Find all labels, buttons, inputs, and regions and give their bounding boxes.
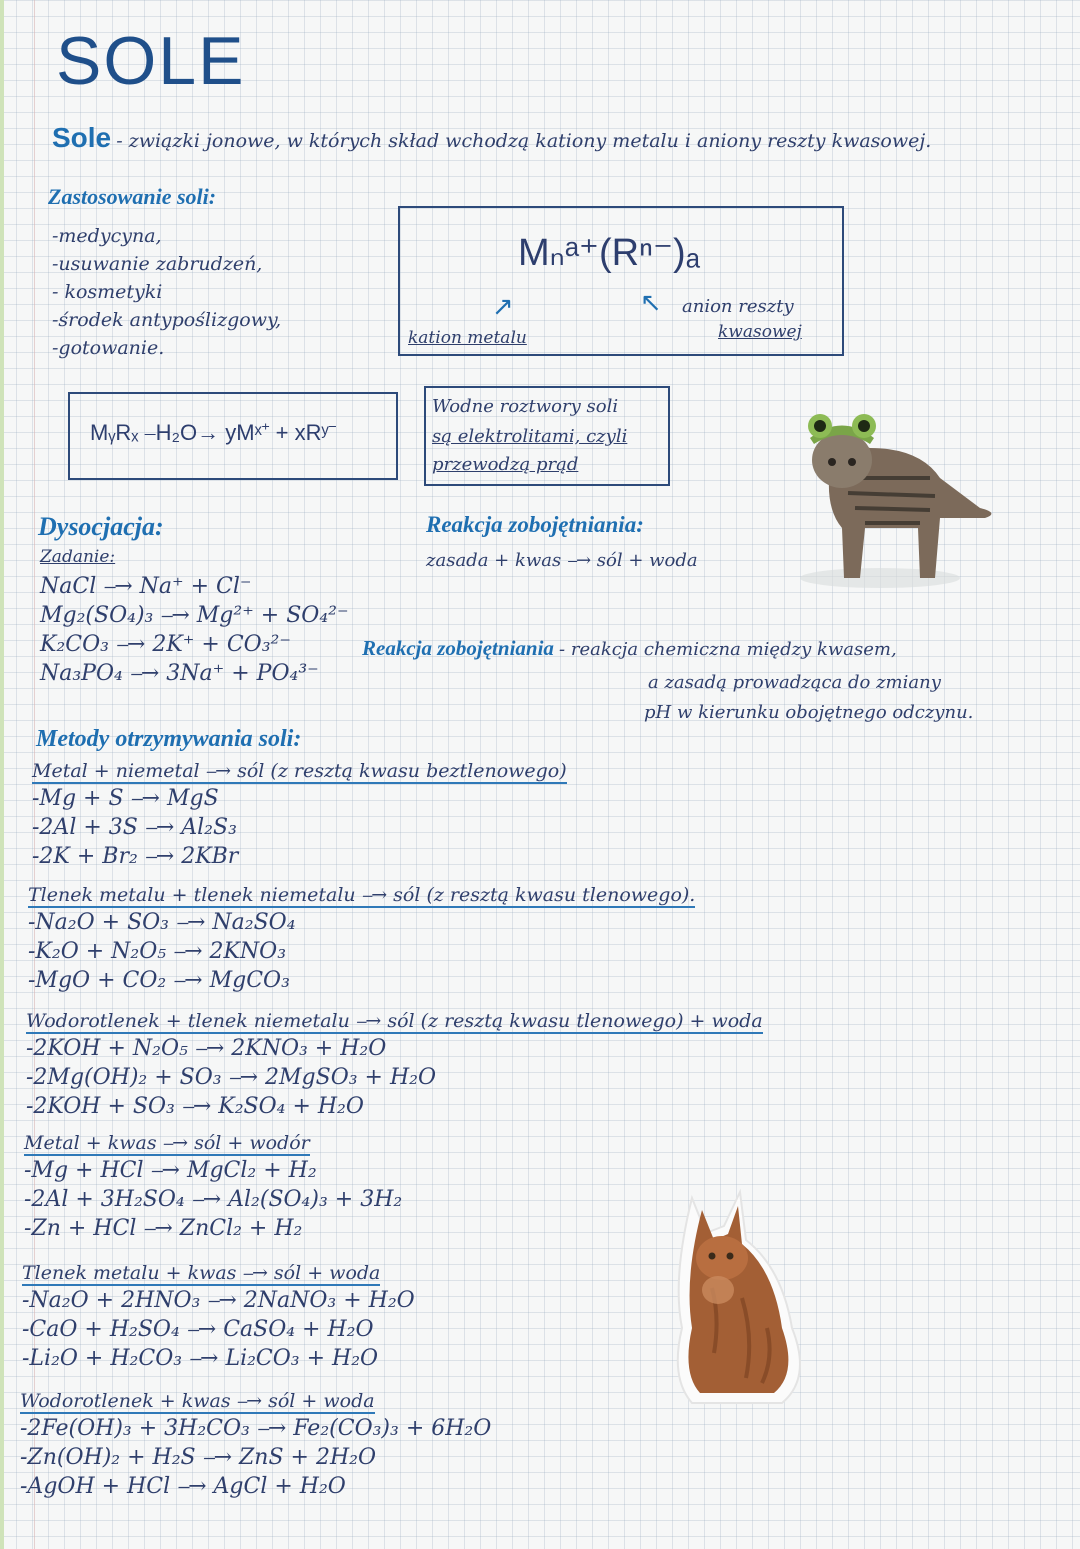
anion-label-line2: kwasowej xyxy=(718,322,802,342)
equation: -Zn + HCl ⎯→ ZnCl₂ + H₂ xyxy=(24,1216,303,1241)
notebook-edge xyxy=(0,0,4,1549)
neutralization-scheme: zasada + kwas ⎯→ sól + woda xyxy=(426,550,698,571)
equation: -Na₂O + SO₃ ⎯→ Na₂SO₄ xyxy=(28,910,296,935)
method-group xyxy=(24,1132,402,1243)
neutralization-def-line1: - reakcja chemiczna między kwasem, xyxy=(559,639,897,660)
equation: NaCl ⎯→ Na⁺ + Cl⁻ xyxy=(40,574,252,599)
cat-sticker-frog-hat xyxy=(770,378,1010,598)
cation-arrow-icon: ↗ xyxy=(492,292,514,322)
anion-label-line1: anion reszty xyxy=(682,296,794,317)
equation: K₂CO₃ ⎯→ 2K⁺ + CO₃²⁻ xyxy=(40,632,291,657)
method-group xyxy=(32,760,567,871)
electrolyte-line2: są elektrolitami, czyli xyxy=(432,426,628,447)
method-group xyxy=(26,1010,763,1121)
definition-term: Sole xyxy=(52,122,112,153)
method-group xyxy=(20,1390,491,1501)
method-title: Tlenek metalu + tlenek niemetalu ⎯→ sól (z resztą kwasu tlenowego). xyxy=(28,884,696,906)
method-title: Wodorotlenek + kwas ⎯→ sól + woda xyxy=(20,1390,375,1412)
methods-heading: Metody otrzymywania soli: xyxy=(36,726,302,752)
method-equations xyxy=(20,1414,491,1501)
equation: -Li₂O + H₂CO₃ ⎯→ Li₂CO₃ + H₂O xyxy=(22,1346,379,1371)
definition xyxy=(52,122,931,154)
method-equations xyxy=(28,908,695,995)
dissociation-scheme-box xyxy=(68,392,398,480)
neutralization-heading: Reakcja zobojętniania: xyxy=(426,512,644,537)
cat-sticker-fluffy xyxy=(662,1178,822,1418)
electrolyte-line3: przewodzą prąd xyxy=(432,454,579,475)
list-item: -gotowanie. xyxy=(52,337,165,359)
method-equations xyxy=(22,1286,415,1373)
equation: -Na₂O + 2HNO₃ ⎯→ 2NaNO₃ + H₂O xyxy=(22,1288,415,1313)
general-formula: Mₙᵃ⁺(Rⁿ⁻)ₐ xyxy=(518,232,700,274)
equation: -Mg + S ⎯→ MgS xyxy=(32,786,219,811)
equation: -2KOH + SO₃ ⎯→ K₂SO₄ + H₂O xyxy=(26,1094,364,1119)
equation: -AgOH + HCl ⎯→ AgCl + H₂O xyxy=(20,1474,346,1499)
definition-text: - związki jonowe, w których skład wchodzą kationy metalu i aniony reszty kwasowej. xyxy=(116,130,932,152)
method-title: Metal + kwas ⎯→ sól + wodór xyxy=(24,1132,310,1154)
list-item: -środek antypoślizgowy, xyxy=(52,309,282,331)
method-group xyxy=(22,1262,415,1373)
neutralization-definition xyxy=(362,636,897,661)
equation: Mg₂(SO₄)₃ ⎯→ Mg²⁺ + SO₄²⁻ xyxy=(40,603,349,628)
method-group xyxy=(28,884,695,995)
cation-label: kation metalu xyxy=(408,328,527,348)
salt-formula-box xyxy=(398,206,844,356)
equation: -Zn(OH)₂ + H₂S ⎯→ ZnS + 2H₂O xyxy=(20,1445,376,1470)
page-title: SOLE xyxy=(56,23,246,99)
method-title: Tlenek metalu + kwas ⎯→ sól + woda xyxy=(22,1262,381,1284)
uses-list xyxy=(52,222,281,362)
equation: -2KOH + N₂O₅ ⎯→ 2KNO₃ + H₂O xyxy=(26,1036,387,1061)
list-item: -usuwanie zabrudzeń, xyxy=(52,253,263,275)
task-label: Zadanie: xyxy=(40,547,116,567)
uses-heading: Zastosowanie soli: xyxy=(48,184,217,209)
method-title: Wodorotlenek + tlenek niemetalu ⎯→ sól (z resztą kwasu tlenowego) + woda xyxy=(26,1010,763,1032)
list-item: -medycyna, xyxy=(52,225,162,247)
dissociation-equations xyxy=(40,572,349,688)
dissociation-general-formula: MᵧRₓ ⎯H₂O→ yMˣ⁺ + xRʸ⁻ xyxy=(90,420,337,445)
dissociation-heading: Dysocjacja: xyxy=(38,512,164,541)
anion-arrow-icon: ↖ xyxy=(640,288,662,318)
neutralization-def-line2: a zasadą prowadząca do zmiany xyxy=(648,672,941,693)
method-equations xyxy=(26,1034,763,1121)
method-equations xyxy=(32,784,567,871)
method-title: Metal + niemetal ⎯→ sól (z resztą kwasu beztlenowego) xyxy=(32,760,567,782)
equation: -Mg + HCl ⎯→ MgCl₂ + H₂ xyxy=(24,1158,317,1183)
equation: -2Al + 3H₂SO₄ ⎯→ Al₂(SO₄)₃ + 3H₂ xyxy=(24,1187,403,1212)
electrolyte-line1: Wodne roztwory soli xyxy=(432,396,619,417)
equation: -MgO + CO₂ ⎯→ MgCO₃ xyxy=(28,968,290,993)
neutralization-term: Reakcja zobojętniania xyxy=(362,636,554,660)
method-equations xyxy=(24,1156,402,1243)
equation: -2Fe(OH)₃ + 3H₂CO₃ ⎯→ Fe₂(CO₃)₃ + 6H₂O xyxy=(20,1416,492,1441)
equation: -K₂O + N₂O₅ ⎯→ 2KNO₃ xyxy=(28,939,287,964)
equation: -2Mg(OH)₂ + SO₃ ⎯→ 2MgSO₃ + H₂O xyxy=(26,1065,437,1090)
electrolyte-note-box xyxy=(424,386,670,486)
list-item: - kosmetyki xyxy=(52,281,163,303)
equation: Na₃PO₄ ⎯→ 3Na⁺ + PO₄³⁻ xyxy=(40,661,319,686)
equation: -2K + Br₂ ⎯→ 2KBr xyxy=(32,844,239,869)
equation: -2Al + 3S ⎯→ Al₂S₃ xyxy=(32,815,237,840)
equation: -CaO + H₂SO₄ ⎯→ CaSO₄ + H₂O xyxy=(22,1317,374,1342)
neutralization-def-line3: pH w kierunku obojętnego odczynu. xyxy=(644,702,974,723)
